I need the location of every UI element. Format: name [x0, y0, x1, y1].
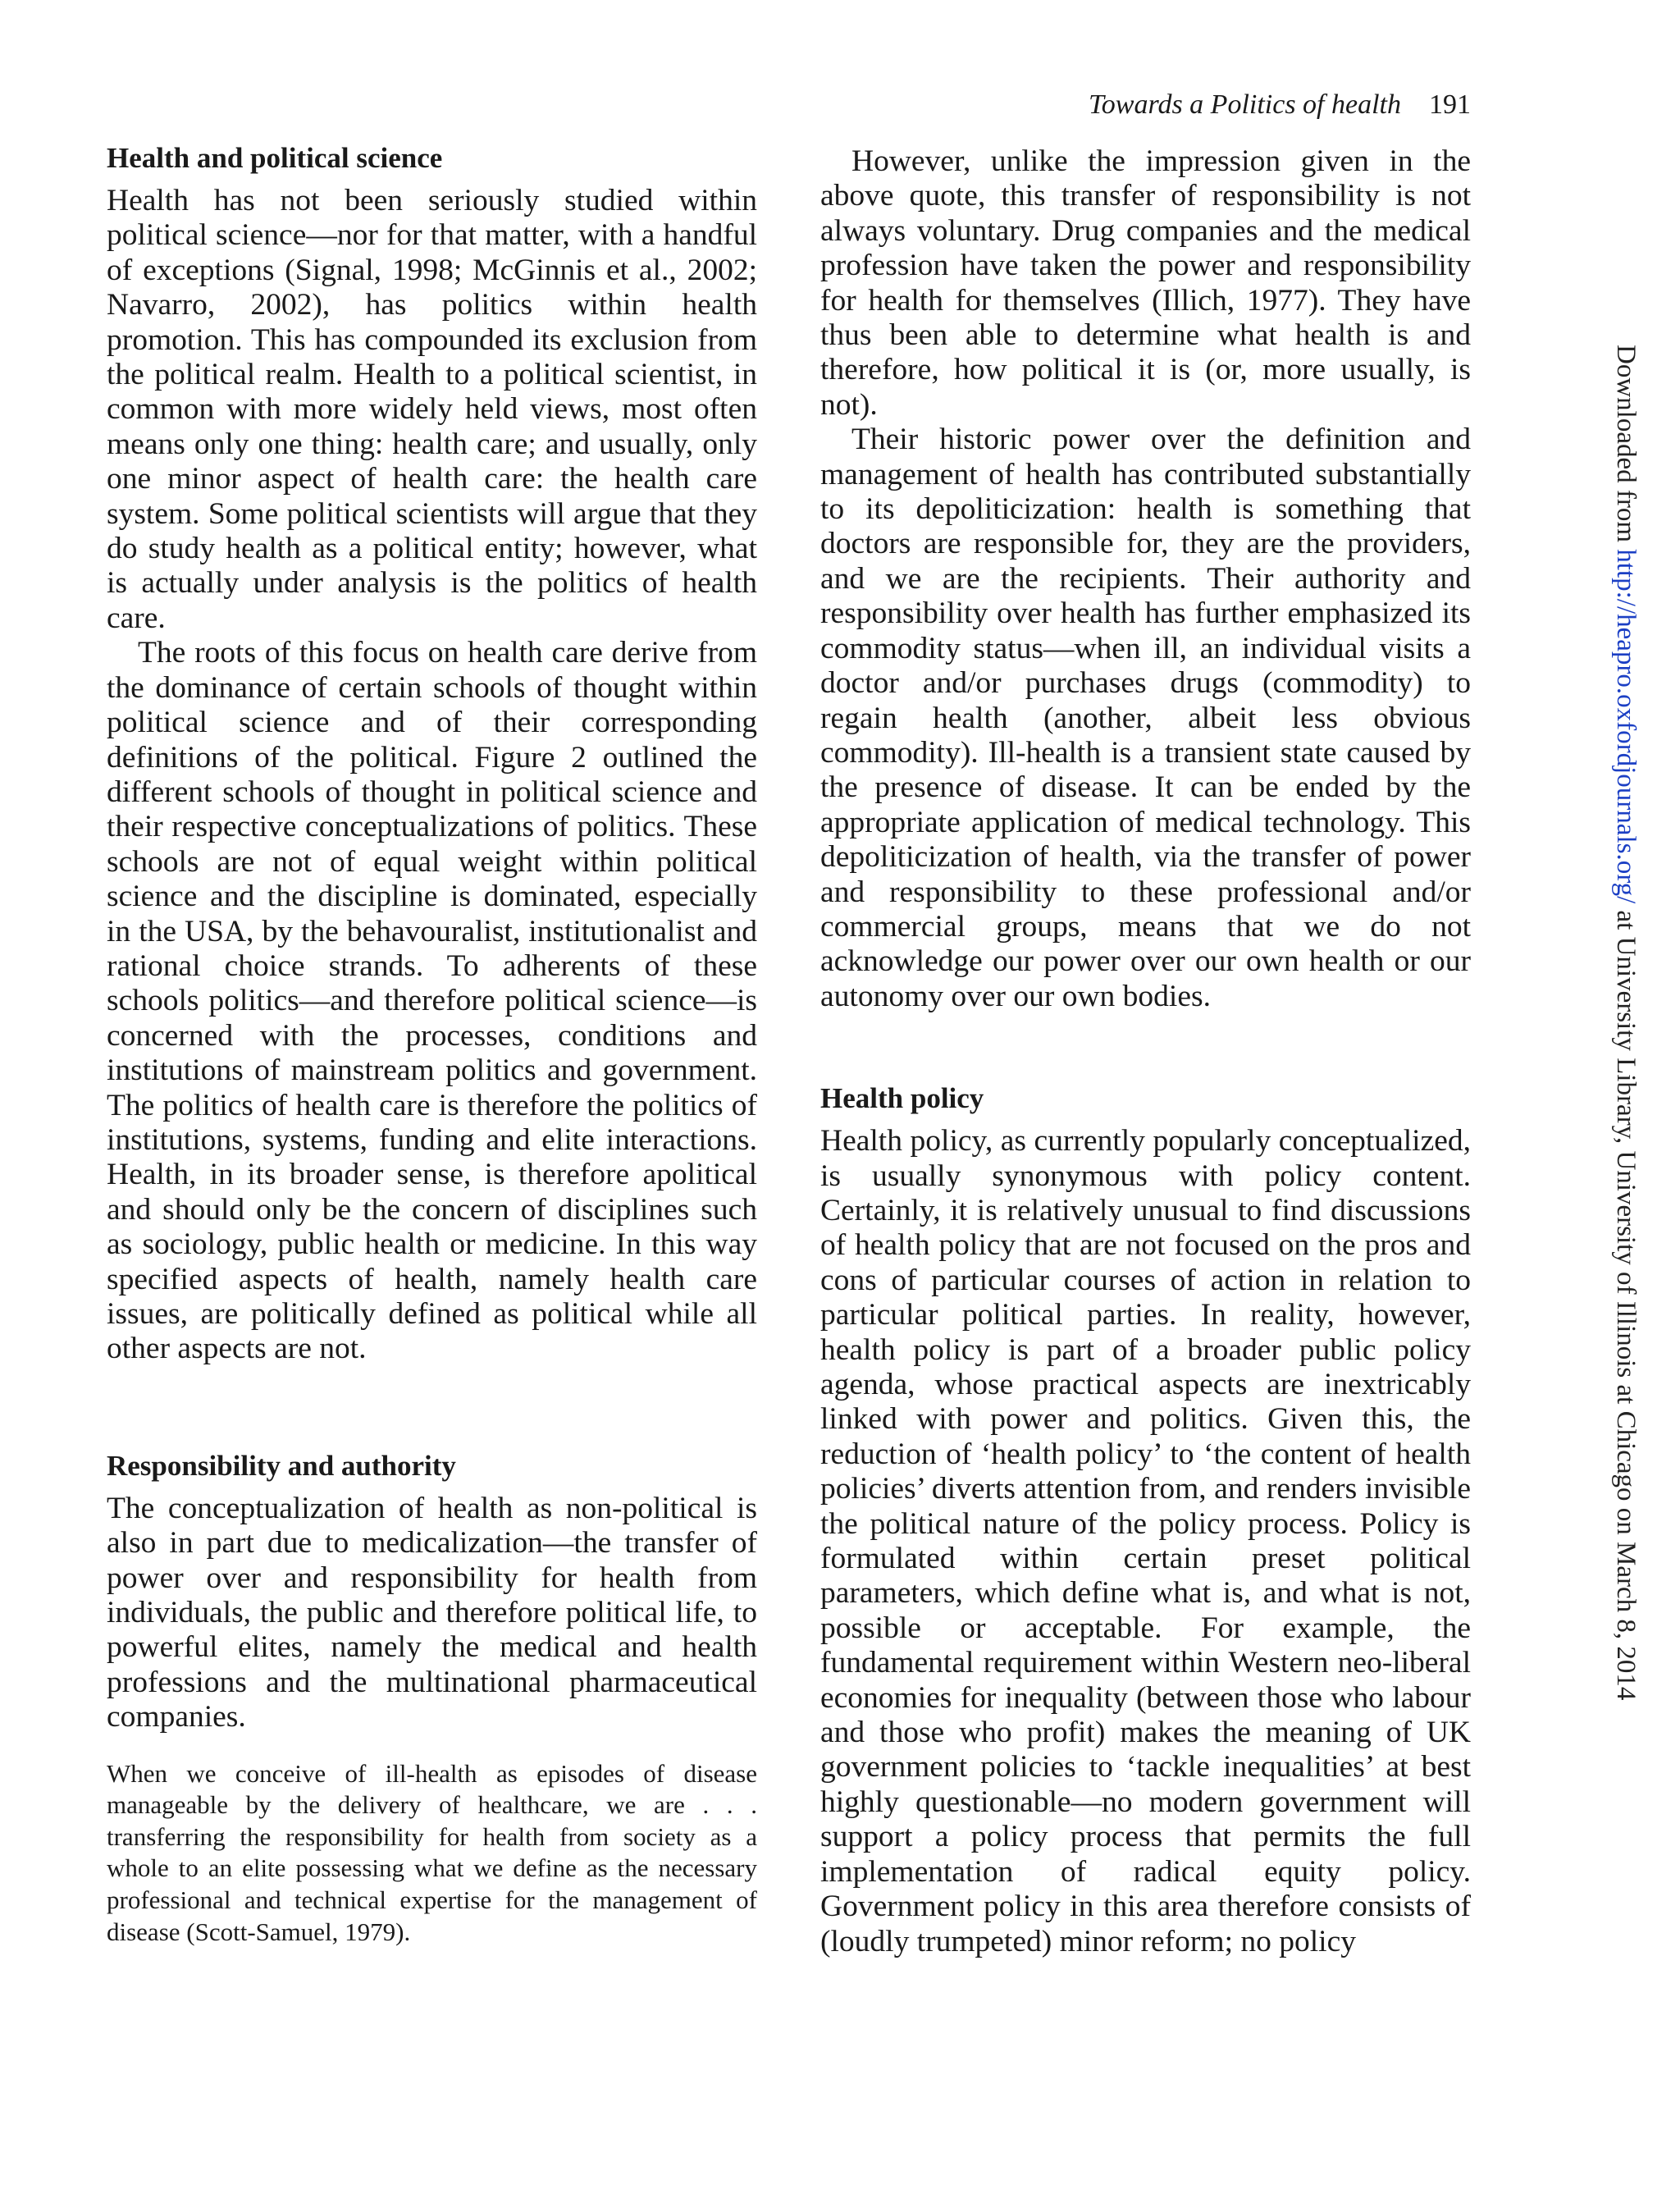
- paragraph: However, unlike the impression given in the above quote, this transfer of responsibility is not always voluntary. Drug companies and the medical profession have taken the power and responsibility for health for themselves (Illich, 1977). They have thus been able to determine what health is and therefore, how political it is (or, more usually, is not).: [820, 144, 1471, 422]
- left-column: [107, 141, 757, 1948]
- page-number: 191: [1429, 89, 1471, 120]
- download-notice: [1609, 345, 1642, 1700]
- download-notice-prefix: Downloaded from: [1611, 345, 1641, 550]
- paragraph: The roots of this focus on health care derive from the dominance of certain schools of thought within political science and of their corresponding definitions of the political. Figure 2 outlined the different schools of thought in political science and their respective conceptualizations of politics. These schools are not of equal weight within political science and the discipline is dominated, especially in the USA, by the behavouralist, institutionalist and rational choice strands. To adherents of these schools politics—and therefore political science—is concerned with the processes, conditions and institutions of mainstream politics and government. The politics of health care is therefore the politics of institutions, systems, funding and elite interactions. Health, in its broader sense, is therefore apolitical and should only be the concern of disciplines such as sociology, public health or medicine. In this way specified aspects of health, namely health care issues, are politically defined as political while all other aspects are not.: [107, 636, 757, 1366]
- download-notice-suffix: at University Library, University of Illinois at Chicago on March 8, 2014: [1611, 903, 1641, 1701]
- block-quote: When we conceive of ill-health as episodes of disease manageable by the delivery of healthcare, we are . . . transferring the responsibility for health from society as a whole to an elite possessing what we define as the necessary professional and technical expertise for the management of disease (Scott-Samuel, 1979).: [107, 1758, 757, 1946]
- section-heading-responsibility-authority: Responsibility and authority: [107, 1449, 456, 1482]
- paragraph: The conceptualization of health as non-political is also in part due to medicalization—the transfer of power over and responsibility for health from individuals, the public and therefore political life, to powerful elites, namely the medical and health professions and the multinational pharmaceutical companies.: [107, 1491, 757, 1734]
- source-link[interactable]: http://heapro.oxfordjournals.org/: [1611, 549, 1641, 904]
- running-head: [1089, 85, 1471, 125]
- running-title: Towards a Politics of health: [1089, 89, 1401, 120]
- paragraph: Health has not been seriously studied within political science—nor for that matter, with a handful of exceptions (Signal, 1998; McGinnis et al., 2002; Navarro, 2002), has politics within health promotion. This has compounded its exclusion from the political realm. Health to a political scientist, in common with more widely held views, most often means only one thing: health care; and usually, only one minor aspect of health care: the health care system. Some political scientists will argue that they do study health as a political entity; however, what is actually under analysis is the politics of health care.: [107, 184, 757, 635]
- paragraph: Health policy, as currently popularly conceptualized, is usually synonymous with policy content. Certainly, it is relatively unusual to find discussions of health policy that are not focused on the pros and cons of particular courses of action in relation to particular political parties. In reality, however, health policy is part of a broader public policy agenda, whose practical aspects are inextricably linked with power and politics. Given this, the reduction of ‘health policy’ to ‘the content of health policies’ diverts attention from, and renders invisible the political nature of the policy process. Policy is formulated within certain preset political parameters, which define what is, and what is not, possible or acceptable. For example, the fundamental requirement within Western neo-liberal economies for inequality (between those who labour and those who profit) makes the meaning of UK government policies to ‘tackle inequalities’ at best highly questionable—no modern government will support a policy process that permits the full implementation of radical equity policy. Government policy in this area therefore consists of (loudly trumpeted) minor reform; no policy: [820, 1124, 1471, 1958]
- section-heading-health-political-science: Health and political science: [107, 142, 443, 174]
- right-column: [820, 144, 1471, 1959]
- section-heading-health-policy: Health policy: [820, 1082, 984, 1115]
- paragraph: Their historic power over the definition and management of health has contributed substantially to its depoliticization: health is something that doctors are responsible for, they are the providers, and we are the recipients. Their authority and responsibility over health has further emphasized its commodity status—when ill, an individual visits a doctor and/or purchases drugs (commodity) to regain health (another, albeit less obvious commodity). Ill-health is a transient state caused by the presence of disease. It can be ended by the appropriate application of medical technology. This depoliticization of health, via the transfer of power and responsibility to these professional and/or commercial groups, means that we do not acknowledge our power over our own health or our autonomy over our own bodies.: [820, 423, 1471, 1013]
